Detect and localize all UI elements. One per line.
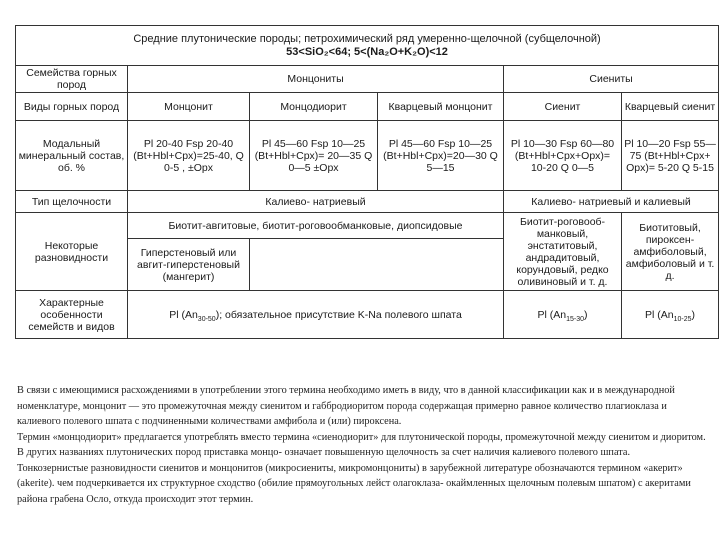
modal-row (16, 121, 719, 191)
varieties-hypersthene: Гиперстеновый или авгит-гиперстеновый (мангерит) (128, 239, 250, 291)
varieties-label: Некоторые разновидности (16, 213, 128, 291)
type-syenite: Сиенит (504, 93, 622, 121)
alkali-monzonites: Калиево- натриевый (128, 191, 504, 213)
families-label: Семейства горных пород (16, 66, 128, 93)
table-title (16, 26, 719, 66)
types-label: Виды горных пород (16, 93, 128, 121)
features-syenite-pre: Pl (An (537, 308, 567, 321)
title-line-2: 53<SiO₂<64; 5<(Na₂O+K₂O)<12 (286, 45, 448, 58)
features-monzonites-sub: 30-50 (197, 315, 216, 323)
features-qsyenite-post: ) (691, 308, 696, 321)
features-monzonites-pre: Pl (An (169, 308, 198, 321)
features-syenite-post: ) (584, 308, 588, 321)
varieties-monzonites-general: Биотит-авгитовые, биотит-роговообманковые, диопсидовые (128, 213, 504, 239)
features-qsyenite-pre: Pl (An (645, 308, 674, 321)
families-row (16, 66, 719, 93)
type-monzonite: Монцонит (128, 93, 250, 121)
modal-syenite: Pl 10—30 Fsp 60—80 (Bt+Hbl+Cpx+Opx)= 10-20 Q 0—5 (504, 121, 622, 191)
alkali-label: Тип щелочности (16, 191, 128, 213)
paragraph-monzonite: В связи с имеющимися расхождениями в употреблении этого термина необходимо иметь в виду, что в данной классификации как и в международной номенклатуре, монцонит — это промежуточная между сиенитом и габбродиоритом порода содержащая примерно равное количество плагиоклаза и калиевого полевого шпата с подчиненными количествами амфибола и (или) пироксена. (17, 385, 675, 427)
type-monzodiorite: Монцодиорит (250, 93, 378, 121)
features-row (16, 291, 719, 339)
features-syenite-sub: 15-30 (566, 315, 584, 323)
alkali-row (16, 191, 719, 213)
varieties-syenite: Биотит-роговооб- манковый, энстатитовый, андрадитовый, корундовый, редко оливиновый и т. д. (504, 213, 622, 291)
features-monzonites-post: ); обязательное присутствие K-Na полевого шпата (215, 308, 462, 321)
type-quartz-monzonite: Кварцевый монцонит (378, 93, 504, 121)
alkali-syenites: Калиево- натриевый и калиевый (504, 191, 719, 213)
explanatory-text (17, 383, 712, 507)
paragraph-akerite: Тонкозернистые разновидности сиенитов и монцонитов (микросиениты, микромонцониты) в зарубежной литературе обозначаются термином «акерит» (akerite). чем подчеркивается их структурное сходство (обилие прямоугольных лейст олагоклаза- окаймленных щелочным полевым шпатом) с акеритами района грабена Осло, откуда происходит этот термин. (17, 462, 691, 505)
features-quartz-syenite (622, 291, 719, 339)
modal-quartz-monzonite: Pl 45—60 Fsp 10—25 (Bt+Hbl+Cpx)=20—30 Q 5—15 (378, 121, 504, 191)
features-qsyenite-sub: 10-25 (673, 315, 692, 323)
features-syenite (504, 291, 622, 339)
family-monzonites: Монцониты (128, 66, 504, 93)
features-label: Характерные особенности семейств и видов (16, 291, 128, 339)
classification-table (15, 25, 719, 339)
modal-monzodiorite: Pl 45—60 Fsp 10—25 (Bt+Hbl+Cpx)= 20—35 Q 0—5 ±Opx (250, 121, 378, 191)
paragraph-monzodiorite: Термин «монцодиорит» предлагается употреблять вместо термина «сиенодиорит» для плутонической породы, промежуточной между сиенитом и диоритом. В других названиях плутонических пород приставка монцо- означает повышенную щелочность за счет наличия калиевого полевого шпата. (17, 431, 706, 458)
varieties-quartz-syenite: Биотитовый, пироксен- амфиболовый, амфиболовый и т. д. (622, 213, 719, 291)
family-syenites: Сиениты (504, 66, 719, 93)
modal-quartz-syenite: Pl 10—20 Fsp 55—75 (Bt+Hbl+Cpx+ Opx)= 5-20 Q 5-15 (622, 121, 719, 191)
title-line-1: Средние плутонические породы; петрохимический ряд умеренно-щелочной (субщелочной) (133, 32, 601, 45)
varieties-empty (250, 239, 504, 291)
types-row (16, 93, 719, 121)
type-quartz-syenite: Кварцевый сиенит (622, 93, 719, 121)
varieties-row-top (16, 213, 719, 239)
modal-label: Модальный минеральный состав, об. % (16, 121, 128, 191)
modal-monzonite: Pl 20-40 Fsp 20-40 (Bt+Hbl+Cpx)=25-40, Q 0-5 , ±Opx (128, 121, 250, 191)
features-monzonites (128, 291, 504, 339)
title-row (16, 26, 719, 66)
